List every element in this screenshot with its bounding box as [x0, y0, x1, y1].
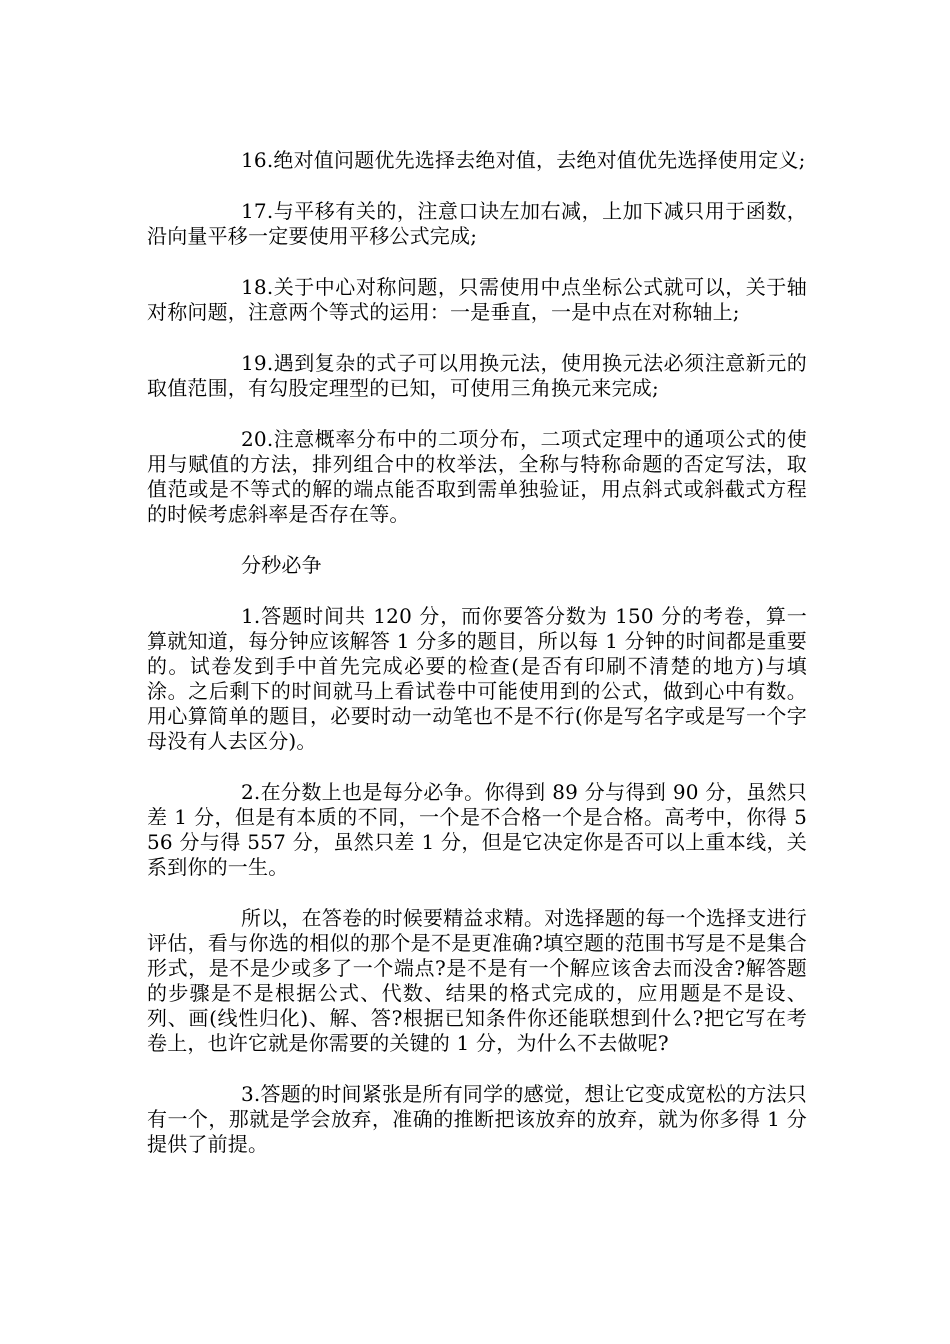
paragraph-point-2: 2.在分数上也是每分必争。你得到 89 分与得到 90 分，虽然只差 1 分，但是有本质的不同，一个是不合格一个是合格。高考中，你得 556 分与得 557 分，虽然只差 1 分，但是它决定你是否可以上重本线，关系到你的一生。 — [147, 780, 807, 879]
paragraph-conclusion: 所以，在答卷的时候要精益求精。对选择题的每一个选择支进行评估，看与你选的相似的那个是不是更准确?填空题的范围书写是不是集合形式，是不是少或多了一个端点?是不是有一个解应该舍去而没舍?解答题的步骤是不是根据公式、代数、结果的格式完成的，应用题是不是设、列、画(线性归化)、解、答?根据已知条件你还能联想到什么?把它写在考卷上，也许它就是你需要的关键的 1 分，为什么不去做呢? — [147, 906, 807, 1055]
paragraph-tip-16: 16.绝对值问题优先选择去绝对值，去绝对值优先选择使用定义; — [241, 148, 806, 172]
paragraph-tip-19: 19.遇到复杂的式子可以用换元法，使用换元法必须注意新元的取值范围，有勾股定理型的已知，可使用三角换元来完成; — [147, 351, 807, 400]
paragraph-tip-20: 20.注意概率分布中的二项分布，二项式定理中的通项公式的使用与赋值的方法，排列组合中的枚举法，全称与特称命题的否定写法，取值范或是不等式的解的端点能否取到需单独验证，用点斜式或斜截式方程的时候考虑斜率是否存在等。 — [147, 427, 807, 526]
paragraph-tip-17: 17.与平移有关的，注意口诀左加右减，上加下减只用于函数，沿向量平移一定要使用平移公式完成; — [147, 199, 807, 248]
paragraph-point-1: 1.答题时间共 120 分，而你要答分数为 150 分的考卷，算一算就知道，每分钟应该解答 1 分多的题目，所以每 1 分钟的时间都是重要的。试卷发到手中首先完成必要的检查(是否有印刷不清楚的地方)与填涂。之后剩下的时间就马上看试卷中可能使用到的公式，做到心中有数。用心算简单的题目，必要时动一动笔也不是不行(你是写名字或是写一个字母没有人去区分)。 — [147, 604, 807, 753]
document-body — [147, 148, 807, 1183]
section-heading: 分秒必争 — [241, 553, 322, 577]
paragraph-point-3: 3.答题的时间紧张是所有同学的感觉，想让它变成宽松的方法只有一个，那就是学会放弃，准确的推断把该放弃的放弃，就为你多得 1 分提供了前提。 — [147, 1082, 807, 1156]
paragraph-tip-18: 18.关于中心对称问题，只需使用中点坐标公式就可以，关于轴对称问题，注意两个等式的运用：一是垂直，一是中点在对称轴上; — [147, 275, 807, 324]
